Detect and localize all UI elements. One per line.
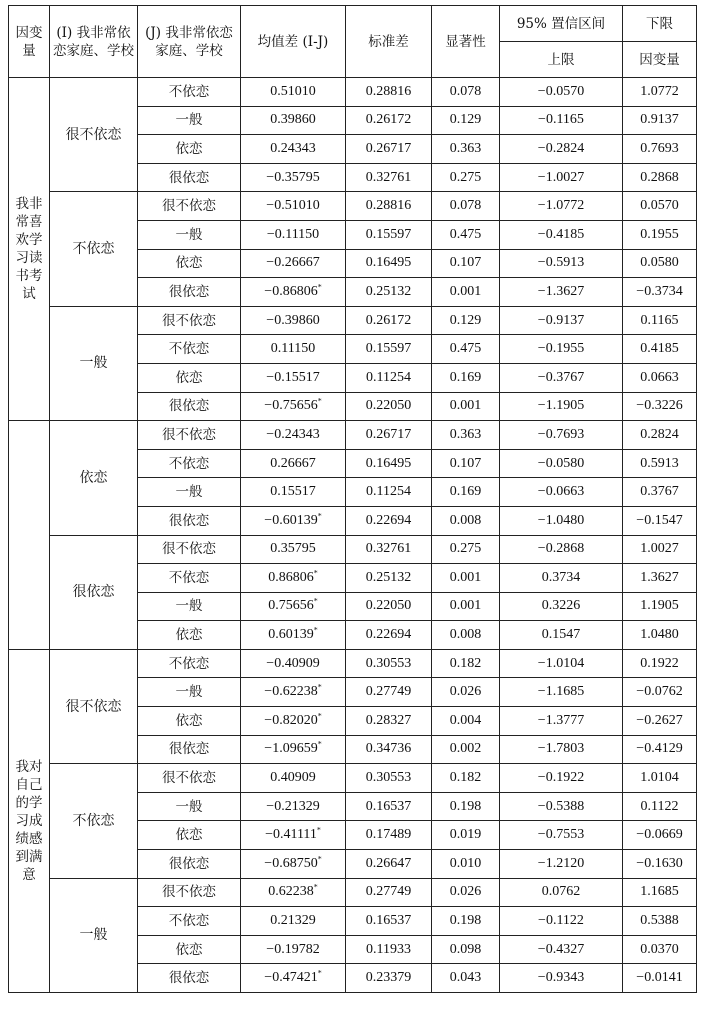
significance-cell: 0.182 xyxy=(432,764,500,793)
j-group-cell: 依恋 xyxy=(138,821,241,850)
ci-upper-cell: −1.3627 xyxy=(500,278,623,307)
ci-upper-cell: −0.1922 xyxy=(500,764,623,793)
significance-cell: 0.026 xyxy=(432,678,500,707)
ci-upper-cell: −0.1955 xyxy=(500,335,623,364)
standard-error-cell: 0.26717 xyxy=(346,421,432,450)
ci-upper-cell: 0.3226 xyxy=(500,592,623,621)
mean-difference-value: −0.19782 xyxy=(266,941,320,957)
mean-difference-value: −0.75656 xyxy=(264,398,318,414)
ci-upper-cell: −0.7553 xyxy=(500,821,623,850)
ci-lower-cell: 0.0570 xyxy=(623,192,697,221)
mean-difference-cell xyxy=(241,764,346,793)
standard-error-cell: 0.11254 xyxy=(346,363,432,392)
mean-difference-value: 0.15517 xyxy=(270,484,316,500)
significance-star: * xyxy=(313,882,318,892)
significance-cell: 0.004 xyxy=(432,707,500,736)
ci-lower-cell: −0.0669 xyxy=(623,821,697,850)
mean-difference-value: −0.82020 xyxy=(264,712,318,728)
significance-cell: 0.078 xyxy=(432,192,500,221)
mean-difference-cell xyxy=(241,306,346,335)
ci-lower-cell: 1.0027 xyxy=(623,535,697,564)
ci-upper-cell: −1.7803 xyxy=(500,735,623,764)
ci-upper-cell: −0.5388 xyxy=(500,792,623,821)
significance-cell: 0.026 xyxy=(432,878,500,907)
significance-cell: 0.107 xyxy=(432,249,500,278)
ci-lower-cell: −0.3734 xyxy=(623,278,697,307)
significance-cell: 0.008 xyxy=(432,506,500,535)
mean-difference-cell xyxy=(241,821,346,850)
j-group-cell: 很不依恋 xyxy=(138,306,241,335)
mean-difference-cell xyxy=(241,707,346,736)
ci-upper-cell: −0.0580 xyxy=(500,449,623,478)
mean-difference-cell xyxy=(241,935,346,964)
significance-cell: 0.098 xyxy=(432,935,500,964)
ci-lower-cell: 0.2824 xyxy=(623,421,697,450)
ci-lower-cell: 1.3627 xyxy=(623,564,697,593)
standard-error-cell: 0.16537 xyxy=(346,792,432,821)
standard-error-cell: 0.30553 xyxy=(346,649,432,678)
significance-cell: 0.275 xyxy=(432,535,500,564)
ci-lower-cell: 0.5388 xyxy=(623,907,697,936)
table-row xyxy=(9,78,697,107)
dependent-variable-cell: 我非常喜欢学习读书考试 xyxy=(9,78,50,421)
ci-upper-cell: −1.1685 xyxy=(500,678,623,707)
ci-upper-cell: −0.4185 xyxy=(500,220,623,249)
ci-lower-cell: 0.5913 xyxy=(623,449,697,478)
significance-star: * xyxy=(317,968,322,978)
ci-lower-cell: 0.1122 xyxy=(623,792,697,821)
dependent-variable-cell xyxy=(9,421,50,650)
standard-error-cell: 0.28816 xyxy=(346,78,432,107)
ci-lower-cell: 0.0370 xyxy=(623,935,697,964)
mean-difference-value: −0.86806 xyxy=(264,283,318,299)
standard-error-cell: 0.26717 xyxy=(346,135,432,164)
i-group-cell: 一般 xyxy=(50,878,138,992)
mean-difference-cell xyxy=(241,907,346,936)
header-lower-bound: 下限 xyxy=(623,6,697,42)
mean-difference-cell xyxy=(241,335,346,364)
ci-lower-cell: −0.3226 xyxy=(623,392,697,421)
mean-difference-cell xyxy=(241,735,346,764)
i-group-cell: 很不依恋 xyxy=(50,649,138,763)
mean-difference-value: −0.62238 xyxy=(264,684,318,700)
ci-upper-cell: −0.5913 xyxy=(500,249,623,278)
significance-cell: 0.198 xyxy=(432,907,500,936)
mean-difference-cell xyxy=(241,135,346,164)
j-group-cell: 很不依恋 xyxy=(138,535,241,564)
ci-lower-cell: 1.0772 xyxy=(623,78,697,107)
mean-difference-value: −0.47421 xyxy=(264,970,318,986)
j-group-cell: 依恋 xyxy=(138,707,241,736)
ci-lower-cell: 1.1685 xyxy=(623,878,697,907)
standard-error-cell: 0.23379 xyxy=(346,964,432,993)
significance-cell: 0.182 xyxy=(432,649,500,678)
standard-error-cell: 0.28816 xyxy=(346,192,432,221)
j-group-cell: 一般 xyxy=(138,592,241,621)
ci-upper-cell: 0.1547 xyxy=(500,621,623,650)
i-group-cell: 不依恋 xyxy=(50,764,138,878)
j-group-cell: 很不依恋 xyxy=(138,192,241,221)
i-group-cell: 很依恋 xyxy=(50,535,138,649)
mean-difference-value: 0.39860 xyxy=(270,112,316,128)
standard-error-cell: 0.27749 xyxy=(346,678,432,707)
standard-error-cell: 0.28327 xyxy=(346,707,432,736)
mean-difference-value: −0.24343 xyxy=(266,426,320,442)
mean-difference-value: 0.51010 xyxy=(270,83,316,99)
mean-difference-cell xyxy=(241,478,346,507)
significance-cell: 0.475 xyxy=(432,220,500,249)
j-group-cell: 很依恋 xyxy=(138,278,241,307)
header-standard-error: 标准差 xyxy=(346,6,432,78)
significance-star: * xyxy=(317,854,322,864)
significance-star: * xyxy=(317,396,322,406)
j-group-cell: 很依恋 xyxy=(138,506,241,535)
significance-cell: 0.129 xyxy=(432,106,500,135)
ci-lower-cell: 1.0480 xyxy=(623,621,697,650)
j-group-cell: 一般 xyxy=(138,678,241,707)
j-group-cell: 依恋 xyxy=(138,935,241,964)
j-group-cell: 一般 xyxy=(138,220,241,249)
j-group-cell: 依恋 xyxy=(138,363,241,392)
significance-star: * xyxy=(313,568,318,578)
standard-error-cell: 0.22694 xyxy=(346,621,432,650)
standard-error-cell: 0.25132 xyxy=(346,278,432,307)
mean-difference-value: 0.26667 xyxy=(270,455,316,471)
ci-upper-cell: −1.1905 xyxy=(500,392,623,421)
mean-difference-value: −0.68750 xyxy=(264,855,318,871)
mean-difference-value: 0.11150 xyxy=(270,341,316,357)
ci-upper-cell: −0.7693 xyxy=(500,421,623,450)
ci-lower-cell: 0.2868 xyxy=(623,163,697,192)
table-row xyxy=(9,421,697,450)
ci-upper-cell: −0.9343 xyxy=(500,964,623,993)
significance-cell: 0.001 xyxy=(432,392,500,421)
significance-cell: 0.169 xyxy=(432,363,500,392)
mean-difference-value: 0.40909 xyxy=(270,770,316,786)
standard-error-cell: 0.27749 xyxy=(346,878,432,907)
mean-difference-cell xyxy=(241,392,346,421)
mean-difference-value: −0.11150 xyxy=(266,226,320,242)
ci-lower-cell: 0.3767 xyxy=(623,478,697,507)
significance-cell: 0.002 xyxy=(432,735,500,764)
mean-difference-value: −0.15517 xyxy=(266,369,320,385)
ci-lower-cell: 1.0104 xyxy=(623,764,697,793)
significance-star: * xyxy=(317,511,322,521)
mean-difference-cell xyxy=(241,878,346,907)
significance-cell: 0.107 xyxy=(432,449,500,478)
standard-error-cell: 0.22694 xyxy=(346,506,432,535)
mean-difference-cell xyxy=(241,792,346,821)
ci-lower-cell: 1.1905 xyxy=(623,592,697,621)
standard-error-cell: 0.30553 xyxy=(346,764,432,793)
mean-difference-cell xyxy=(241,592,346,621)
j-group-cell: 很不依恋 xyxy=(138,878,241,907)
mean-difference-cell xyxy=(241,850,346,879)
i-group-cell: 依恋 xyxy=(50,421,138,535)
mean-difference-value: −0.40909 xyxy=(266,655,320,671)
significance-cell: 0.363 xyxy=(432,421,500,450)
significance-cell: 0.275 xyxy=(432,163,500,192)
ci-lower-cell: 0.1955 xyxy=(623,220,697,249)
mean-difference-cell xyxy=(241,106,346,135)
ci-lower-cell: −0.1547 xyxy=(623,506,697,535)
j-group-cell: 不依恋 xyxy=(138,907,241,936)
ci-lower-cell: 0.0580 xyxy=(623,249,697,278)
mean-difference-value: 0.35795 xyxy=(270,541,316,557)
significance-star: * xyxy=(317,739,322,749)
standard-error-cell: 0.15597 xyxy=(346,335,432,364)
header-confidence-interval: 95% 置信区间 xyxy=(500,6,623,42)
standard-error-cell: 0.26172 xyxy=(346,106,432,135)
significance-star: * xyxy=(317,711,322,721)
ci-upper-cell: −1.0104 xyxy=(500,649,623,678)
mean-difference-cell xyxy=(241,535,346,564)
j-group-cell: 很依恋 xyxy=(138,163,241,192)
standard-error-cell: 0.32761 xyxy=(346,535,432,564)
mean-difference-value: 0.21329 xyxy=(270,913,316,929)
ci-upper-cell: −0.2868 xyxy=(500,535,623,564)
mean-difference-cell xyxy=(241,621,346,650)
mean-difference-value: −0.41111 xyxy=(265,827,317,843)
table-row xyxy=(9,306,697,335)
significance-cell: 0.198 xyxy=(432,792,500,821)
mean-difference-cell xyxy=(241,363,346,392)
mean-difference-cell xyxy=(241,421,346,450)
ci-upper-cell: 0.3734 xyxy=(500,564,623,593)
mean-difference-cell xyxy=(241,649,346,678)
table-body xyxy=(9,78,697,993)
ci-lower-cell: −0.0141 xyxy=(623,964,697,993)
i-group-cell: 一般 xyxy=(50,306,138,420)
ci-lower-cell: 0.0663 xyxy=(623,363,697,392)
mean-difference-value: −0.60139 xyxy=(264,512,318,528)
mean-difference-cell xyxy=(241,564,346,593)
ci-lower-cell: −0.1630 xyxy=(623,850,697,879)
mean-difference-value: 0.75656 xyxy=(268,598,314,614)
header-dependent-variable-repeat: 因变量 xyxy=(623,42,697,78)
significance-cell: 0.001 xyxy=(432,564,500,593)
mean-difference-cell xyxy=(241,78,346,107)
mean-difference-value: 0.86806 xyxy=(268,569,314,585)
ci-upper-cell: −1.0772 xyxy=(500,192,623,221)
significance-cell: 0.129 xyxy=(432,306,500,335)
j-group-cell: 一般 xyxy=(138,792,241,821)
ci-upper-cell: −0.1122 xyxy=(500,907,623,936)
mean-difference-value: −0.39860 xyxy=(266,312,320,328)
ci-upper-cell: −0.2824 xyxy=(500,135,623,164)
header-i-group: (I) 我非常依恋家庭、学校 xyxy=(50,6,138,78)
ci-upper-cell: −1.2120 xyxy=(500,850,623,879)
ci-upper-cell: −0.9137 xyxy=(500,306,623,335)
mean-difference-cell xyxy=(241,163,346,192)
j-group-cell: 不依恋 xyxy=(138,335,241,364)
mean-difference-cell xyxy=(241,506,346,535)
standard-error-cell: 0.16495 xyxy=(346,449,432,478)
significance-cell: 0.363 xyxy=(432,135,500,164)
significance-star: * xyxy=(317,282,322,292)
mean-difference-cell xyxy=(241,678,346,707)
mean-difference-cell xyxy=(241,192,346,221)
ci-upper-cell: −1.3777 xyxy=(500,707,623,736)
ci-lower-cell: −0.0762 xyxy=(623,678,697,707)
standard-error-cell: 0.34736 xyxy=(346,735,432,764)
j-group-cell: 很依恋 xyxy=(138,392,241,421)
header-significance: 显著性 xyxy=(432,6,500,78)
significance-star: * xyxy=(316,825,321,835)
table-row xyxy=(9,878,697,907)
standard-error-cell: 0.26172 xyxy=(346,306,432,335)
significance-cell: 0.169 xyxy=(432,478,500,507)
j-group-cell: 很依恋 xyxy=(138,964,241,993)
mean-difference-value: 0.62238 xyxy=(268,884,314,900)
j-group-cell: 不依恋 xyxy=(138,564,241,593)
ci-upper-cell: −0.0663 xyxy=(500,478,623,507)
significance-cell: 0.010 xyxy=(432,850,500,879)
standard-error-cell: 0.16495 xyxy=(346,249,432,278)
table-row xyxy=(9,764,697,793)
significance-cell: 0.078 xyxy=(432,78,500,107)
j-group-cell: 很不依恋 xyxy=(138,421,241,450)
significance-cell: 0.008 xyxy=(432,621,500,650)
ci-lower-cell: 0.1922 xyxy=(623,649,697,678)
significance-cell: 0.475 xyxy=(432,335,500,364)
significance-star: * xyxy=(313,596,318,606)
j-group-cell: 不依恋 xyxy=(138,449,241,478)
j-group-cell: 很依恋 xyxy=(138,850,241,879)
header-j-group: (J) 我非常依恋家庭、学校 xyxy=(138,6,241,78)
header-upper-bound: 上限 xyxy=(500,42,623,78)
significance-star: * xyxy=(317,682,322,692)
header-mean-difference: 均值差 (I-J) xyxy=(241,6,346,78)
dependent-variable-cell: 我对自己的学习成绩感到满意 xyxy=(9,649,50,992)
multiple-comparison-table xyxy=(8,5,697,993)
mean-difference-cell xyxy=(241,220,346,249)
ci-lower-cell: −0.4129 xyxy=(623,735,697,764)
mean-difference-value: −0.51010 xyxy=(266,198,320,214)
ci-lower-cell: 0.9137 xyxy=(623,106,697,135)
mean-difference-value: 0.60139 xyxy=(268,627,314,643)
standard-error-cell: 0.17489 xyxy=(346,821,432,850)
header-dependent-variable: 因变量 xyxy=(9,6,50,78)
table-row xyxy=(9,649,697,678)
standard-error-cell: 0.32761 xyxy=(346,163,432,192)
j-group-cell: 一般 xyxy=(138,106,241,135)
ci-upper-cell: 0.0762 xyxy=(500,878,623,907)
standard-error-cell: 0.11254 xyxy=(346,478,432,507)
standard-error-cell: 0.25132 xyxy=(346,564,432,593)
mean-difference-value: −1.09659 xyxy=(264,741,318,757)
significance-star: * xyxy=(313,625,318,635)
ci-upper-cell: −0.0570 xyxy=(500,78,623,107)
j-group-cell: 依恋 xyxy=(138,135,241,164)
significance-cell: 0.001 xyxy=(432,278,500,307)
j-group-cell: 依恋 xyxy=(138,249,241,278)
i-group-cell: 不依恋 xyxy=(50,192,138,306)
mean-difference-value: −0.26667 xyxy=(266,255,320,271)
standard-error-cell: 0.22050 xyxy=(346,392,432,421)
standard-error-cell: 0.22050 xyxy=(346,592,432,621)
significance-cell: 0.043 xyxy=(432,964,500,993)
ci-upper-cell: −0.4327 xyxy=(500,935,623,964)
ci-upper-cell: −1.0027 xyxy=(500,163,623,192)
table-row xyxy=(9,192,697,221)
ci-upper-cell: −0.1165 xyxy=(500,106,623,135)
standard-error-cell: 0.16537 xyxy=(346,907,432,936)
i-group-cell: 很不依恋 xyxy=(50,78,138,192)
standard-error-cell: 0.26647 xyxy=(346,850,432,879)
j-group-cell: 一般 xyxy=(138,478,241,507)
mean-difference-cell xyxy=(241,278,346,307)
significance-cell: 0.001 xyxy=(432,592,500,621)
standard-error-cell: 0.11933 xyxy=(346,935,432,964)
table-row xyxy=(9,535,697,564)
ci-lower-cell: 0.4185 xyxy=(623,335,697,364)
standard-error-cell: 0.15597 xyxy=(346,220,432,249)
j-group-cell: 不依恋 xyxy=(138,649,241,678)
mean-difference-cell xyxy=(241,449,346,478)
j-group-cell: 依恋 xyxy=(138,621,241,650)
significance-cell: 0.019 xyxy=(432,821,500,850)
mean-difference-cell xyxy=(241,964,346,993)
j-group-cell: 很不依恋 xyxy=(138,764,241,793)
ci-upper-cell: −0.3767 xyxy=(500,363,623,392)
ci-lower-cell: 0.1165 xyxy=(623,306,697,335)
j-group-cell: 不依恋 xyxy=(138,78,241,107)
mean-difference-value: 0.24343 xyxy=(270,140,316,156)
j-group-cell: 很依恋 xyxy=(138,735,241,764)
ci-lower-cell: −0.2627 xyxy=(623,707,697,736)
ci-upper-cell: −1.0480 xyxy=(500,506,623,535)
mean-difference-cell xyxy=(241,249,346,278)
mean-difference-value: −0.21329 xyxy=(266,798,320,814)
ci-lower-cell: 0.7693 xyxy=(623,135,697,164)
mean-difference-value: −0.35795 xyxy=(266,169,320,185)
